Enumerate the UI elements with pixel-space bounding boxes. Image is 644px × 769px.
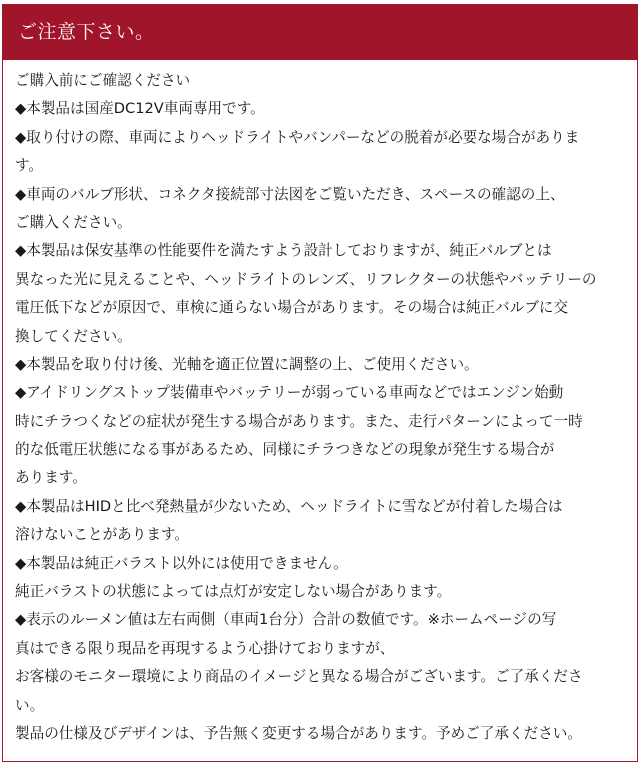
notice-line: ◆表示のルーメン値は左右両側（車両1台分）合計の数値です。※ホームページの写	[15, 611, 557, 629]
notice-line: ◆本製品は保安基準の性能要件を満たすよう設計しておりますが、純正バルブとは	[15, 242, 552, 260]
notice-line: 製品の仕様及びデザインは、予告無く変更する場合があります。予めご了承ください。	[15, 724, 582, 742]
notice-header	[3, 5, 637, 60]
notice-line: あります。	[15, 469, 87, 487]
notice-line: 換してください。	[15, 327, 132, 345]
notice-line: 時にチラつくなどの症状が発生する場合があります。また、走行パターンによって一時	[15, 412, 583, 430]
notice-line: い。	[15, 696, 45, 714]
notice-line: ◆本製品を取り付け後、光軸を適正位置に調整の上、ご使用ください。	[15, 355, 479, 373]
notice-line: 真はできる限り現品を再現するよう心掛けておりますが、	[15, 639, 395, 657]
notice-line: ◆アイドリングストップ装備車やバッテリーが弱っている車両などではエンジン始動	[15, 384, 564, 402]
notice-line: す。	[15, 157, 44, 175]
notice-line: ◆本製品は純正バラスト以外には使用できません。	[15, 554, 348, 572]
notice-line: ◆取り付けの際、車両によりヘッドライトやバンパーなどの脱着が必要な場合がありま	[15, 128, 580, 146]
notice-box	[2, 4, 638, 762]
notice-line: ◆本製品はHIDと比べ発熱量が少ないため、ヘッドライトに雪などが付着した場合は	[15, 497, 563, 515]
notice-line: ご購入ください。	[15, 213, 132, 231]
notice-line: ◆本製品は国産DC12V車両専用です。	[15, 100, 265, 118]
notice-line: 電圧低下などが原因で、車検に通らない場合があります。その場合は純正バルブに交	[15, 299, 569, 317]
notice-line: お客様のモニター環境により商品のイメージと異なる場合がございます。ご了承くださ	[15, 668, 583, 686]
notice-title: ご注意下さい。	[18, 21, 155, 43]
notice-line: ご購入前にご確認ください	[15, 72, 191, 89]
notice-line: 純正バラストの状態によっては点灯が安定しない場合があります。	[15, 583, 452, 601]
notice-line: ◆車両のバルブ形状、コネクタ接続部寸法図をご覧いただき、スペースの確認の上、	[15, 185, 565, 203]
notice-line: 的な低電圧状態になる事があるため、同様にチラつきなどの現象が発生する場合が	[15, 441, 555, 459]
notice-line: 溶けないことがあります。	[15, 526, 189, 544]
notice-body	[3, 60, 637, 748]
notice-line: 異なった光に見えることや、ヘッドライトのレンズ、リフレクターの状態やバッテリーの	[15, 270, 597, 288]
